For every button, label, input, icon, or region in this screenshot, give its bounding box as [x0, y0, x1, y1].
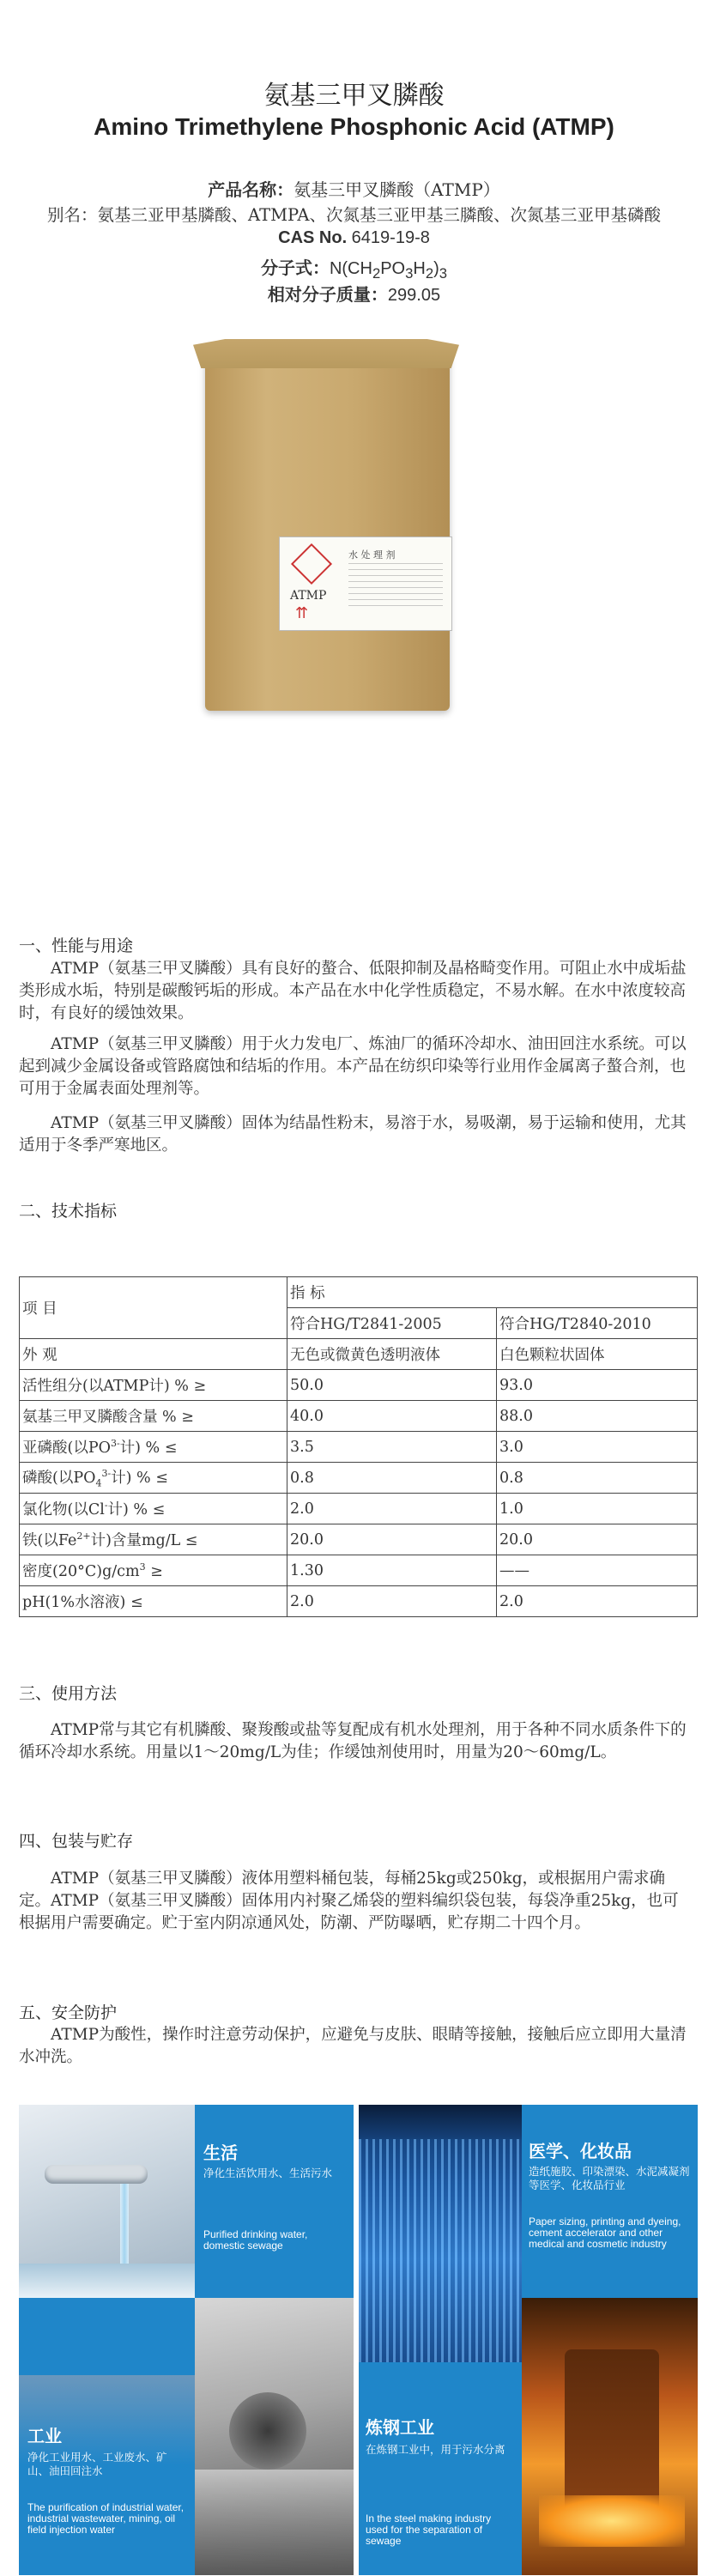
hazard-diamond-icon: [291, 543, 332, 585]
table-cell-v2: 0.8: [497, 1463, 698, 1494]
table-cell-v1: 20.0: [287, 1524, 497, 1555]
table-row: [20, 1494, 698, 1524]
cas-line: [0, 228, 708, 248]
applications-image-grid: [19, 2105, 698, 2575]
section-1-para-1: ATMP（氨基三甲叉膦酸）具有良好的螯合、低限抑制及晶格畸变作用。可阻止水中成垢盐类形成水垢，特别是碳酸钙垢的形成。本产品在水中化学性质稳定，不易水解。在水中浓度较高时，有良好的缓蚀效果。: [19, 960, 687, 1022]
molten-glow: [539, 2495, 685, 2547]
industrial-water-photo: [195, 2298, 354, 2575]
table-row: [20, 1463, 698, 1494]
table-cell-v2: 88.0: [497, 1401, 698, 1432]
table-row: [20, 1524, 698, 1555]
bag-label-title: 水 处 理 剂: [348, 549, 396, 561]
bag-label-name: ATMP: [290, 589, 327, 603]
cas-label: CAS No.: [278, 228, 348, 247]
caption-steel-en: In the steel making industry used for the separation of sewage: [366, 2512, 492, 2547]
caption-living: [195, 2105, 354, 2298]
textile-dyeing-photo: [359, 2105, 522, 2362]
caption-steel-title: 炼钢工业: [366, 2419, 434, 2438]
title-english: Amino Trimethylene Phosphonic Acid (ATMP): [94, 113, 614, 140]
table-cell-v2: 20.0: [497, 1524, 698, 1555]
faucet-photo: [19, 2105, 195, 2298]
bag-body: [205, 355, 450, 711]
product-bag-image: [193, 339, 459, 721]
product-name-label: 产品名称：: [208, 179, 294, 200]
table-header-std1: 符合HG/T2841-2005: [287, 1308, 497, 1339]
table-cell-v1: 2.0: [287, 1586, 497, 1617]
table-cell-item: 亚磷酸(以$PO^{3-}$计) % ≤: [20, 1432, 287, 1463]
caption-medical-cn: 造纸施胶、印染漂染、水泥减凝剂等医学、化妆品行业: [529, 2166, 690, 2191]
table-row: [20, 1586, 698, 1617]
table-cell-v1: 2.0: [287, 1494, 497, 1524]
mw-line: [0, 281, 708, 306]
table-cell-item: 外 观: [20, 1339, 287, 1370]
table-cell-item: 铁(以$Fe^{2+}$计)含量mg/L ≤: [20, 1524, 287, 1555]
caption-medical: [522, 2105, 698, 2298]
table-row: [20, 1339, 698, 1370]
table-cell-item: 氯化物(以Cl-计) % ≤: [20, 1494, 287, 1524]
section-3-para: ATMP常与其它有机膦酸、聚羧酸或盐等复配成有机水处理剂，用于各种不同水质条件下的循环冷却水系统。用量以1～20mg/L为佳；作缓蚀剂使用时，用量为20～60mg/L。: [19, 1721, 687, 1761]
table-header-std2: 符合HG/T2840-2010: [497, 1308, 698, 1339]
caption-living-cn: 净化生活饮用水、生活污水: [203, 2167, 333, 2179]
table-header-spec: 指 标: [287, 1277, 698, 1308]
table-header-item: 项 目: [20, 1277, 287, 1339]
caption-medical-en: Paper sizing, printing and dyeing, cement accelerator and other medical and cosmetic industry: [529, 2215, 681, 2250]
faucet-shape: [45, 2165, 148, 2184]
section-5-title: 五、安全防护: [19, 2003, 118, 2022]
table-cell-v1: 3.5: [287, 1432, 497, 1463]
section-3-title: 三、使用方法: [19, 1684, 118, 1703]
bag-top: [193, 339, 459, 368]
product-name-line: [0, 176, 708, 201]
table-row: [20, 1370, 698, 1401]
table-cell-v1: 0.8: [287, 1463, 497, 1494]
section-1-title: 一、性能与用途: [19, 936, 134, 955]
steel-plant-photo: [522, 2298, 698, 2575]
caption-living-title: 生活: [203, 2144, 238, 2163]
section-1-para-3: ATMP（氨基三甲叉膦酸）固体为结晶性粉末，易溶于水，易吸潮，易于运输和使用，尤其适用于冬季严寒地区。: [19, 1114, 687, 1155]
formula-label: 分子式：: [260, 258, 330, 278]
caption-industry-cn: 净化工业用水、工业废水、矿山、油田回注水: [27, 2452, 167, 2477]
table-cell-v1: 50.0: [287, 1370, 497, 1401]
caption-industry-title: 工业: [27, 2428, 62, 2446]
bag-label-lines: [348, 563, 443, 606]
caption-living-en: Purified drinking water, domestic sewage: [203, 2228, 308, 2252]
table-row: [20, 1432, 698, 1463]
caption-steel: [359, 2362, 522, 2575]
bag-label: [279, 536, 452, 631]
section-4-para: ATMP（氨基三甲叉膦酸）液体用塑料桶包装，每桶25kg或250kg，或根据用户需求确定。ATMP（氨基三甲叉膦酸）固体用内衬聚乙烯袋的塑料编织袋包装，每袋净重25kg，也可根据用户需要确定。贮于室内阴凉通风处，防潮、严防曝晒，贮存期二十四个月。: [19, 1870, 679, 1932]
table-cell-v1: 40.0: [287, 1401, 497, 1432]
mw-value: 299.05: [387, 286, 441, 305]
section-5-para: ATMP为酸性，操作时注意劳动保护，应避免与皮肤、眼睛等接触，接触后应立即用大量清水冲洗。: [19, 2026, 687, 2066]
table-cell-v1: 1.30: [287, 1555, 497, 1586]
table-cell-item: 磷酸(以$PO_4^{3-}$计) % ≤: [20, 1463, 287, 1494]
formula-value: $N(CH_2PO_3H_2)_3$: [329, 259, 448, 282]
product-name-value: 氨基三甲叉膦酸（ATMP）: [293, 179, 500, 200]
table-cell-item: 密度$(20^\circ C)g/cm^3$ ≥: [20, 1555, 287, 1586]
section-2-title: 二、技术指标: [19, 1202, 118, 1221]
this-side-up-icon: ⇈: [295, 604, 309, 621]
table-row: [20, 1277, 698, 1308]
section-4-title: 四、包装与贮存: [19, 1832, 134, 1851]
table-cell-v2: 3.0: [497, 1432, 698, 1463]
caption-medical-title: 医学、化妆品: [529, 2143, 632, 2161]
caption-industry: [19, 2375, 195, 2575]
caption-industry-en: The purification of industrial water, industrial wastewater, mining, oil field injection water: [27, 2501, 185, 2536]
cas-value: 6419-19-8: [347, 228, 430, 247]
table-cell-v1: 无色或微黄色透明液体: [287, 1339, 497, 1370]
table-cell-v2: ——: [497, 1555, 698, 1586]
section-1-para-2: ATMP（氨基三甲叉膦酸）用于火力发电厂、炼油厂的循环冷却水、油田回注水系统。可以起到减少金属设备或管路腐蚀和结垢的作用。本产品在纺织印染等行业用作金属离子螯合剂，也可用于金属表面处理剂等。: [19, 1035, 687, 1098]
mw-label: 相对分子质量：: [267, 284, 388, 305]
title-chinese: 氨基三甲叉膦酸: [263, 81, 445, 111]
formula-line: [0, 254, 708, 282]
table-cell-v2: 93.0: [497, 1370, 698, 1401]
table-cell-item: pH(1%水溶液) ≤: [20, 1586, 287, 1617]
table-cell-v2: 1.0: [497, 1494, 698, 1524]
caption-steel-cn: 在炼钢工业中，用于污水分离: [366, 2444, 505, 2456]
alias-line: 别名：氨基三亚甲基膦酸、ATMPA、次氮基三亚甲基三膦酸、次氮基三亚甲基磷酸: [47, 205, 661, 225]
table-cell-v2: 白色颗粒状固体: [497, 1339, 698, 1370]
table-row: [20, 1401, 698, 1432]
spec-table: [19, 1276, 698, 1617]
table-row: [20, 1555, 698, 1586]
table-cell-item: 活性组分(以ATMP计) % ≥: [20, 1370, 287, 1401]
table-cell-item: 氨基三甲叉膦酸含量 % ≥: [20, 1401, 287, 1432]
table-cell-v2: 2.0: [497, 1586, 698, 1617]
pipe-outlet: [229, 2392, 306, 2470]
